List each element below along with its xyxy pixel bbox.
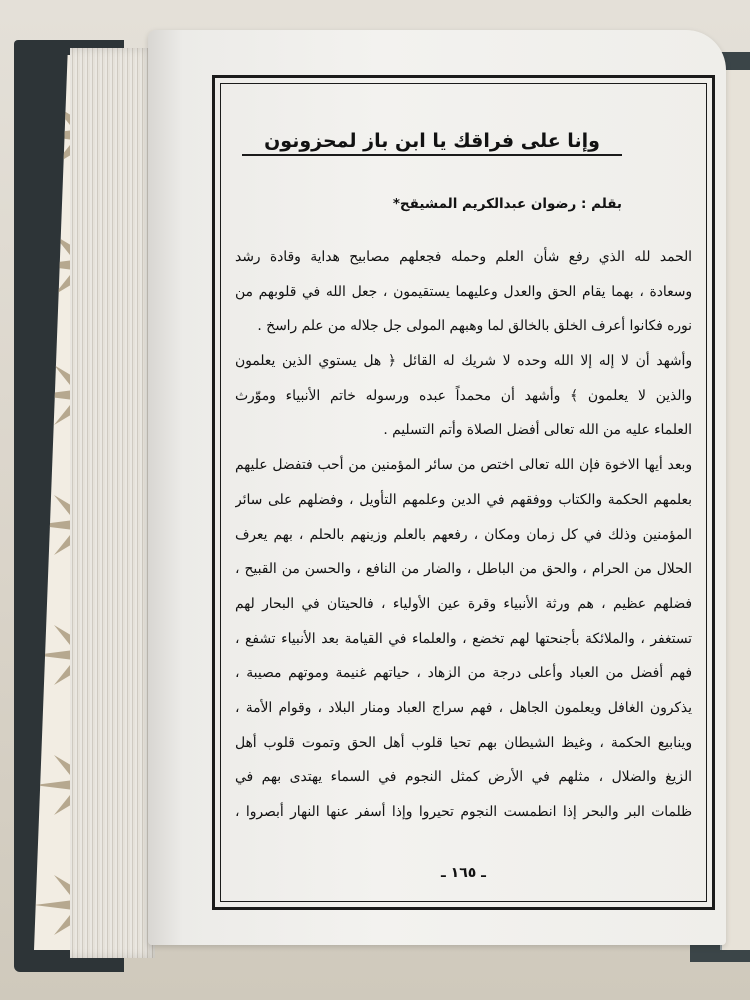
- book-page: [148, 30, 726, 945]
- text-line: والذين لا يعلمون ﴾ وأشهد أن محمداً عبده ورسوله خاتم الأنبياء وموّرث: [235, 387, 692, 404]
- author-line: بقلم : رضوان عبدالكريم المشيقح*: [392, 196, 622, 212]
- body-text: [235, 240, 692, 830]
- text-line: تستغفر ، والملائكة بأجنحتها لهم تخضع ، والعلماء في القيامة بعد الأنبياء تشفع ،: [235, 630, 692, 647]
- text-line: وينابيع الحكمة ، وغيظ الشيطان بهم تحيا قلوب أهل الحق وتموت قلوب أهل: [235, 734, 692, 751]
- text-line: ظلمات البر والبحر إذا انطمست النجوم تحيروا وإذا أسفر عنها النهار أبصروا ،: [235, 804, 692, 820]
- page-stack: [70, 48, 155, 958]
- text-line: فهم أفضل من العباد وأعلى درجة من الزهاد ، حياتهم غنيمة وموتهم مصيبة ،: [235, 665, 692, 682]
- article-title: وإنا على فراقك يا ابن باز لمحزونون: [242, 130, 622, 156]
- text-line: بعلمهم الحكمة والكتاب ووفقهم في الدين وعلمهم التأويل ، وفضلهم على سائر: [235, 491, 692, 508]
- page-number: ـ ١٦٥ ـ: [441, 865, 486, 881]
- text-line: نوره فكانوا أعرف الخلق بالخالق لما وهبهم المولى جل جلاله من علم راسخ .: [257, 318, 692, 335]
- text-line: الزيغ والضلال ، مثلهم في الأرض كمثل النجوم في السماء يهتدى بهم في: [235, 769, 692, 786]
- text-line: وبعد أيها الاخوة فإن الله تعالى اختص من سائر المؤمنين من أحب فتفضل عليهم: [235, 457, 692, 474]
- text-block: [235, 78, 692, 907]
- text-line: الحمد لله الذي رفع شأن العلم وحمله فجعلهم مصابيح هداية وقادة رشد: [235, 249, 692, 265]
- text-line: العلماء عليه من الله تعالى أفضل الصلاة وأتم التسليم .: [383, 422, 692, 439]
- text-line: وأشهد أن لا إله إلا الله وحده لا شريك له القائل ﴿ هل يستوي الذين يعلمون: [235, 353, 692, 370]
- text-line: المؤمنين وذلك في كل زمان ومكان ، رفعهم بالعلم وزينهم بالحلم ، بهم يعرف: [235, 526, 692, 543]
- text-line: فضلهم عظيم ، هم ورثة الأنبياء وقرة عين الأولياء ، فالحيتان في البحار لهم: [235, 595, 692, 612]
- page-border-frame: [212, 75, 715, 910]
- text-line: الحلال من الحرام ، والحق من الباطل ، والضار من النافع ، والحسن من القبيح ،: [235, 561, 692, 578]
- text-line: يذكرون الغافل ويعلمون الجاهل ، فهم سراج العباد ومنار البلاد ، وقوام الأمة ،: [235, 699, 692, 716]
- text-line: وسعادة ، بهما يقام الحق والعدل وعليهما يستقيمون ، جعل الله في قلوبهم من: [235, 283, 692, 300]
